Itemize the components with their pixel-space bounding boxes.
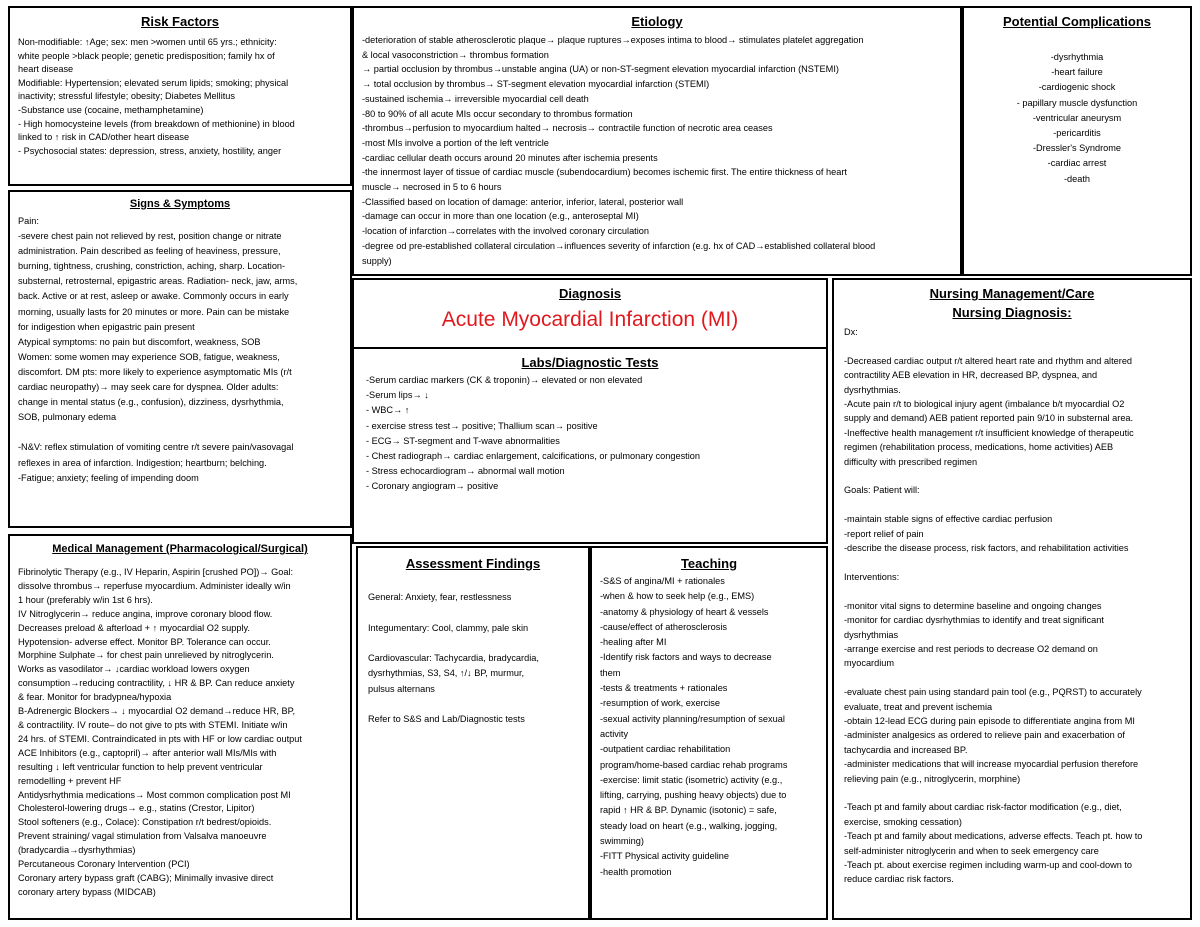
text-line: -FITT Physical activity guideline — [600, 851, 730, 862]
text-line: -deterioration of stable atherosclerotic plaque→ plaque ruptures→exposes intima to blood→ stimulates platelet aggregation — [362, 35, 864, 45]
text-line: Atypical symptoms: no pain but discomfort, weakness, SOB — [18, 336, 261, 347]
text-line: -Ineffective health management r/t insufficient knowledge of therapeutic — [844, 427, 1134, 438]
text-line: Integumentary: Cool, clammy, pale skin — [368, 622, 529, 633]
text-line: -the innermost layer of tissue of cardiac muscle (subendocardium) becomes ischemic first. The entire thickness of heart — [362, 167, 847, 178]
text-line: muscle→ necrosed in 5 to 6 hours — [362, 182, 502, 193]
text-line: self-administer nitroglycerin and when to seek emergency care — [844, 845, 1099, 856]
text-line: consumption→reducing contractility, ↓ HR & BP. Can reduce anxiety — [18, 678, 295, 689]
text-line — [844, 498, 1180, 512]
text-line: -Teach pt and family about cardiac risk-factor modification (e.g., diet, — [844, 802, 1122, 813]
text-line: -sexual activity planning/resumption of sexual — [600, 713, 785, 724]
text-line: dysrhythmias. — [844, 384, 901, 395]
complications-title: Potential Complications — [1002, 14, 1152, 29]
teaching-body — [600, 574, 818, 880]
text-line: Morphine Sulphate→ for chest pain unrelieved by nitroglycerin. — [18, 650, 274, 661]
text-line: reflexes in area of infarction. Indigestion; heartburn; belching. — [18, 457, 267, 468]
text-line: -monitor vital signs to determine baseline and ongoing changes — [844, 600, 1102, 611]
diagnosis-panel — [352, 278, 828, 544]
text-line: -Teach pt. about exercise regimen including warm-up and cool-down to — [844, 860, 1133, 871]
nursing-panel — [832, 278, 1192, 920]
text-line: exercise, smoking cessation) — [844, 816, 962, 827]
text-line: -death — [1063, 173, 1091, 184]
text-line — [368, 636, 578, 651]
text-line: discomfort. DM pts: more likely to experience asymptomatic MIs (r/t — [18, 366, 292, 377]
text-line: -Identify risk factors and ways to decrease — [600, 652, 772, 663]
assessment-panel — [356, 546, 590, 920]
text-line: -damage can occur in more than one location (e.g., anteroseptal MI) — [362, 211, 639, 222]
text-line: -cause/effect of atherosclerosis — [600, 621, 727, 632]
nursing-body — [844, 325, 1180, 887]
text-line: regimen (rehabilitation process, medications, home activities) AEB — [844, 442, 1114, 453]
text-line: & local vasoconstriction→ thrombus formation — [362, 49, 549, 60]
assessment-title: Assessment Findings — [405, 556, 541, 571]
etiology-panel — [352, 6, 962, 276]
text-line: - Stress echocardiogram→ abnormal wall motion — [366, 466, 565, 477]
text-line: -location of infarction→correlates with the involved coronary circulation — [362, 226, 649, 237]
text-line: - papillary muscle dysfunction — [1016, 97, 1138, 108]
text-line: Pain: — [18, 216, 39, 226]
text-line: pulsus alternans — [368, 683, 435, 694]
risk-factors-title: Risk Factors — [140, 14, 220, 29]
text-line: -thrombus→perfusion to myocardium halted→ necrosis→ contractile function of necrotic area ceases — [362, 123, 773, 134]
text-line: -pericarditis — [1053, 128, 1101, 139]
text-line: -report relief of pain — [844, 528, 924, 539]
text-line: lifting, carrying, pushing heavy objects) due to — [600, 790, 787, 801]
teaching-panel — [590, 546, 828, 920]
text-line: -Serum cardiac markers (CK & troponin)→ elevated or non elevated — [366, 375, 643, 385]
text-line: -degree od pre-established collateral circulation→influences severity of infarction (e.g. hx of CAD→established collateral blood — [362, 240, 876, 251]
text-line: cardiac neuropathy)→ may seek care for dyspnea. Older adults: — [18, 382, 279, 393]
text-line: program/home-based cardiac rehab programs — [600, 759, 788, 770]
text-line: → partial occlusion by thrombus→unstable angina (UA) or non-ST-segment elevation myocardial infarction (NSTEMI) — [362, 64, 839, 75]
teaching-title: Teaching — [680, 556, 738, 571]
text-line: -Fatigue; anxiety; feeling of impending doom — [18, 472, 199, 483]
text-line — [18, 425, 342, 440]
text-line: -cardiac cellular death occurs around 20 minutes after ischemia presents — [362, 152, 658, 163]
diagnosis-name: Acute Myocardial Infarction (MI) — [441, 308, 739, 331]
text-line: reduce cardiac risk factors. — [844, 874, 954, 885]
text-line: Works as vasodilator→ ↓cardiac workload lowers oxygen — [18, 664, 250, 675]
text-line: Cardiovascular: Tachycardia, bradycardia, — [368, 653, 539, 664]
text-line: myocardium — [844, 658, 895, 669]
text-line: -sustained ischemia→ irreversible myocardial cell death — [362, 93, 589, 104]
medical-title: Medical Management (Pharmacological/Surgical) — [52, 543, 308, 555]
text-line: -evaluate chest pain using standard pain tool (e.g., PQRST) to accurately — [844, 687, 1142, 698]
text-line: -Acute pain r/t to biological injury agent (imbalance b/t myocardial O2 — [844, 399, 1125, 410]
text-line: ACE Inhibitors (e.g., captopril)→ after anterior wall MIs/MIs with — [18, 747, 277, 758]
text-line: difficulty with prescribed regimen — [844, 456, 978, 467]
text-line: -obtain 12-lead ECG during pain episode to differentiate angina from MI — [844, 715, 1135, 726]
etiology-body — [362, 33, 952, 268]
text-line: remodelling + prevent HF — [18, 775, 122, 786]
text-line: -Decreased cardiac output r/t altered heart rate and rhythm and altered — [844, 355, 1133, 366]
text-line: tachycardia and increased BP. — [844, 744, 968, 755]
text-line: resulting ↓ left ventricular function to help prevent ventricular — [18, 761, 263, 772]
text-line: contractility AEB elevation in HR, decreased BP, dyspnea, and — [844, 370, 1098, 381]
text-line: back. Active or at rest, asleep or awake. Commonly occurs in early — [18, 291, 289, 302]
text-line: Modifiable: Hypertension; elevated serum lipids; smoking; physical — [18, 77, 289, 88]
text-line: -heart failure — [1051, 67, 1103, 78]
text-line: -anatomy & physiology of heart & vessels — [600, 606, 769, 617]
text-line: & fear. Monitor for bradypnea/hypoxia — [18, 692, 172, 703]
text-line: -tests & treatments + rationales — [600, 683, 728, 694]
text-line: -Teach pt and family about medications, adverse effects. Teach pt. how to — [844, 831, 1143, 842]
text-line: -severe chest pain not relieved by rest, position change or nitrate — [18, 231, 282, 242]
text-line: -outpatient cardiac rehabilitation — [600, 744, 731, 755]
text-line: change in mental status (e.g., confusion), dizziness, dysrhythmia, — [18, 397, 284, 408]
text-line: them — [600, 667, 621, 678]
text-line: (bradycardia→dysrhythmias) — [18, 845, 136, 856]
text-line: -Substance use (cocaine, methamphetamine) — [18, 104, 204, 115]
diagnosis-title: Diagnosis — [558, 286, 622, 301]
text-line: relieving pain (e.g., nitroglycerin, morphine) — [844, 773, 1021, 784]
text-line: - WBC→ ↑ — [366, 405, 410, 416]
text-line: Dx: — [844, 327, 858, 337]
risk-factors-panel — [8, 6, 352, 186]
text-line: -when & how to seek help (e.g., EMS) — [600, 591, 755, 602]
text-line: Percutaneous Coronary Intervention (PCI) — [18, 859, 190, 870]
text-line: & contractility. IV route– do not give to pts with STEMI. Initiate w/in — [18, 719, 288, 730]
text-line: -exercise: limit static (isometric) activity (e.g., — [600, 774, 783, 785]
risk-factors-body — [18, 36, 342, 158]
text-line: -dysrhythmia — [1050, 52, 1104, 62]
text-line: supply) — [362, 255, 392, 266]
signs-body — [18, 214, 342, 486]
text-line: substernal, retrosternal, epigastric areas. Radiation- neck, jaw, arms, — [18, 276, 298, 287]
text-line: Fibrinolytic Therapy (e.g., IV Heparin, Aspirin [crushed PO])→ Goal: — [18, 567, 294, 577]
text-line — [844, 584, 1180, 598]
text-line: Stool softeners (e.g., Colace): Constipation r/t bedrest/opioids. — [18, 817, 272, 828]
nursing-diagnosis-subtitle: Nursing Diagnosis: — [952, 305, 1072, 320]
medical-panel — [8, 534, 352, 920]
text-line — [368, 605, 578, 620]
text-line: -80 to 90% of all acute MIs occur secondary to thrombus formation — [362, 108, 633, 119]
text-line: -Serum lips→ ↓ — [366, 390, 429, 401]
text-line: -describe the disease process, risk factors, and rehabilitation activities — [844, 543, 1129, 554]
text-line — [844, 339, 1180, 353]
text-line: -ventricular aneurysm — [1032, 112, 1122, 123]
text-line: Interventions: — [844, 571, 900, 582]
text-line: white people >black people; genetic predisposition; family hx of — [18, 50, 275, 61]
text-line: - exercise stress test→ positive; Thallium scan→ positive — [366, 420, 598, 431]
medical-body — [18, 566, 342, 900]
text-line: administration. Pain described as feeling of heaviness, pressure, — [18, 246, 281, 257]
text-line: -most MIs involve a portion of the left ventricle — [362, 137, 549, 148]
signs-panel — [8, 190, 352, 528]
text-line: - High homocysteine levels (from breakdown of methionine) in blood — [18, 118, 295, 129]
text-line: → total occlusion by thrombus→ ST-segment elevation myocardial infarction (STEMI) — [362, 79, 710, 90]
text-line — [844, 671, 1180, 685]
labs-title: Labs/Diagnostic Tests — [521, 355, 659, 370]
text-line: 24 hrs. of STEMI. Contraindicated in pts with HF or low cardiac output — [18, 733, 302, 744]
text-line: 1 hour (preferably w/in 1st 6 hrs). — [18, 594, 153, 605]
assessment-body — [368, 590, 578, 728]
text-line: Cholesterol-lowering drugs→ e.g., statins (Crestor, Lipitor) — [18, 803, 255, 814]
text-line: -Dressler's Syndrome — [1032, 143, 1122, 154]
text-line: coronary artery bypass (MIDCAB) — [18, 886, 156, 897]
signs-title: Signs & Symptoms — [129, 198, 231, 210]
text-line: -healing after MI — [600, 637, 667, 648]
text-line: swimming) — [600, 836, 644, 847]
text-line — [844, 469, 1180, 483]
text-line: SOB, pulmonary edema — [18, 412, 117, 423]
text-line: heart disease — [18, 64, 74, 75]
text-line: rapid ↑ HR & BP. Dynamic (isotonic) = safe, — [600, 805, 777, 816]
text-line: B-Adrenergic Blockers→ ↓ myocardial O2 demand→reduce HR, BP, — [18, 706, 296, 717]
text-line: General: Anxiety, fear, restlessness — [368, 592, 512, 602]
text-line: dysrhythmias, S3, S4, ↑/↓ BP, murmur, — [368, 668, 525, 679]
text-line: Goals: Patient will: — [844, 485, 920, 496]
text-line: Hypotension- adverse effect. Monitor BP. Tolerance can occur. — [18, 636, 271, 647]
labs-body — [362, 373, 818, 495]
text-line: Antidysrhythmia medications→ Most common complication post MI — [18, 789, 291, 800]
complications-list — [972, 50, 1182, 187]
text-line: IV Nitroglycerin→ reduce angina, improve coronary blood flow. — [18, 608, 273, 619]
text-line: -monitor for cardiac dysrhythmias to identify and treat significant — [844, 615, 1104, 626]
text-line: dissolve thrombus→ reperfuse myocardium. Administer ideally w/in — [18, 580, 291, 591]
text-line: activity — [600, 728, 629, 739]
text-line: -cardiac arrest — [1047, 158, 1107, 169]
text-line: -resumption of work, exercise — [600, 698, 720, 709]
text-line — [368, 697, 578, 712]
text-line: for indigestion when epigastric pain present — [18, 321, 195, 332]
text-line: linked to ↑ risk in CAD/other heart disease — [18, 132, 190, 143]
text-line: inactivity; stressful lifestyle; obesity; Diabetes Mellitus — [18, 91, 236, 102]
complications-panel — [962, 6, 1192, 276]
text-line: steady load on heart (e.g., walking, jogging, — [600, 820, 778, 831]
text-line: Decreases preload & afterload + ↑ myocardial O2 supply. — [18, 622, 250, 633]
text-line: -S&S of angina/MI + rationales — [600, 576, 725, 586]
text-line — [844, 786, 1180, 800]
text-line: Prevent straining/ vagal stimulation from Valsalva manoeuvre — [18, 831, 267, 842]
text-line: -health promotion — [600, 866, 672, 877]
text-line: -maintain stable signs of effective cardiac perfusion — [844, 514, 1053, 525]
text-line: Non-modifiable: ↑Age; sex: men >women until 65 yrs.; ethnicity: — [18, 37, 277, 47]
text-line: supply and demand) AEB patient reported pain 9/10 in substernal area. — [844, 413, 1134, 424]
text-line: evaluate, treat and prevent ischemia — [844, 701, 993, 712]
text-line: burning, tightness, crushing, constriction, aching, sharp. Location- — [18, 261, 286, 272]
text-line: -arrange exercise and rest periods to decrease O2 demand on — [844, 643, 1098, 654]
text-line: dysrhythmias — [844, 629, 899, 640]
text-line: -cardiogenic shock — [1038, 82, 1116, 93]
text-line: - Coronary angiogram→ positive — [366, 481, 499, 492]
text-line: -administer analgesics as ordered to relieve pain and exacerbation of — [844, 730, 1125, 741]
text-line: - Psychosocial states: depression, stress, anxiety, hostility, anger — [18, 145, 282, 156]
text-line: - Chest radiograph→ cardiac enlargement, calcifications, or pulmonary congestion — [366, 451, 700, 462]
text-line: -N&V: reflex stimulation of vomiting centre r/t severe pain/vasovagal — [18, 442, 294, 453]
text-line: Women: some women may experience SOB, fatigue, weakness, — [18, 351, 280, 362]
text-line: -Classified based on location of damage: anterior, inferior, lateral, posterior wall — [362, 196, 684, 207]
text-line: morning, usually lasts for 20 minutes or more. Pain can be mistake — [18, 306, 290, 317]
text-line: - ECG→ ST-segment and T-wave abnormalities — [366, 435, 560, 446]
text-line: Coronary artery bypass graft (CABG); Minimally invasive direct — [18, 872, 274, 883]
nursing-title: Nursing Management/Care — [929, 286, 1095, 301]
text-line: -administer medications that will increase myocardial perfusion therefore — [844, 759, 1139, 770]
text-line: Refer to S&S and Lab/Diagnostic tests — [368, 714, 525, 725]
text-line — [844, 556, 1180, 570]
etiology-title: Etiology — [631, 14, 683, 29]
